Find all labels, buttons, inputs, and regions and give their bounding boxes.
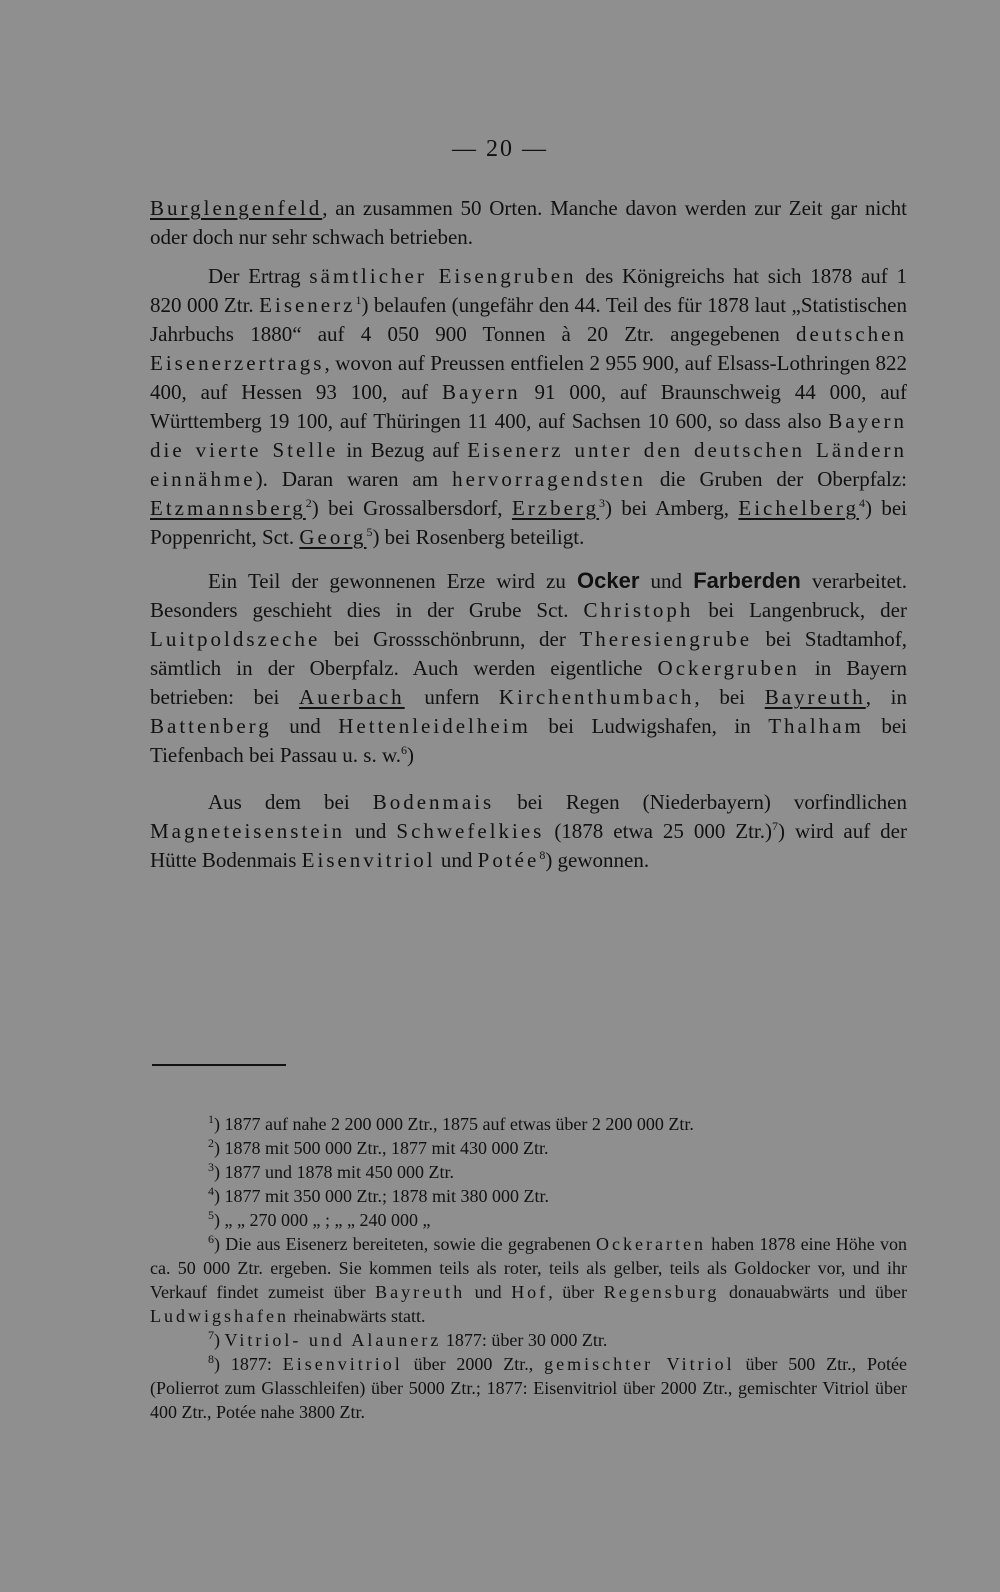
emphasis: Bodenmais xyxy=(372,790,495,814)
emphasis: deutschen Eisenerzertrags xyxy=(150,322,907,375)
text-run: unfern xyxy=(404,685,499,709)
emphasis: Hof xyxy=(511,1282,549,1302)
text-run: bei Stadtamhof, sämtlich in der Oberpfalz. Auch werden eigentliche xyxy=(150,627,907,680)
emphasis: Luitpoldszeche xyxy=(150,627,321,651)
emphasis: gemischter Vitriol xyxy=(544,1354,735,1374)
footnote-text: haben 1878 eine Höhe von ca. 50 000 Ztr. ergeben. Sie kommen teils als roter, teils als gelber, teils als Goldocker vor, und ihr Verkauf findet zumeist über xyxy=(150,1234,907,1302)
emphasis: Vitriol- und Alaunerz xyxy=(224,1330,442,1350)
bold-term: Ocker xyxy=(577,568,640,593)
footnote-text: über 2000 Ztr., xyxy=(402,1354,545,1374)
emphasis: Battenberg xyxy=(150,714,272,738)
emphasis: Christoph xyxy=(583,598,694,622)
footnote-5 xyxy=(150,1208,907,1232)
text-run: (1878 etwa 25 000 Ztr.) xyxy=(544,819,773,843)
emphasis: Bayern die vierte Stelle xyxy=(150,409,907,462)
text-run: ) wird auf der Hütte Bodenmais xyxy=(150,819,907,872)
text-run: bei Ludwigshafen, in xyxy=(530,714,769,738)
emphasis: Eisenerz unter den deutschen Ländern einnähme xyxy=(150,438,907,491)
emphasis: Kirchenthumbach xyxy=(498,685,695,709)
text-run: und xyxy=(271,714,339,738)
footnote-text: rheinabwärts statt. xyxy=(288,1306,426,1326)
footnote-ref: 7 xyxy=(772,819,779,833)
text-run: und xyxy=(435,848,478,872)
footnote-6 xyxy=(150,1232,907,1328)
text-run: und xyxy=(639,569,694,593)
footnote-mark: 3 xyxy=(208,1160,214,1174)
text-run: , bei xyxy=(694,685,765,709)
mine-name: Etzmannsberg xyxy=(150,496,306,520)
text-run: des Königreichs hat sich 1878 auf 1 820 000 Ztr. xyxy=(150,264,907,317)
place-name: Bayreuth xyxy=(764,685,866,709)
footnote-7 xyxy=(150,1328,907,1352)
footnote-text: ) xyxy=(214,1330,225,1350)
text-run: bei Regen (Niederbayern) vorfindlichen xyxy=(494,790,907,814)
footnote-text: , über xyxy=(548,1282,604,1302)
footnote-mark: 5 xyxy=(208,1208,214,1222)
footnote-mark: 4 xyxy=(208,1184,214,1198)
emphasis: Ockergruben xyxy=(657,656,800,680)
emphasis: Potée xyxy=(477,848,540,872)
text-run: die Gruben der Oberpfalz: xyxy=(645,467,907,491)
emphasis: Schwefelkies xyxy=(396,819,545,843)
page-number: — 20 — xyxy=(452,136,548,162)
footnote-text: über 500 Ztr., Potée (Polierrot zum Glasschleifen) über 5000 Ztr.; 1877: Eisenvitriol über 2000 Ztr., gemischter Vitriol über 400 Ztr., Potée nahe 3800 Ztr. xyxy=(150,1354,907,1422)
text-run: verarbeitet. Besonders geschieht dies in der Grube Sct. xyxy=(150,569,907,622)
footnote-text: 1877: über 30 000 Ztr. xyxy=(441,1330,608,1350)
footnote-text: ) 1877: xyxy=(214,1354,283,1374)
footnote-3 xyxy=(150,1160,907,1184)
footnote-ref: 5 xyxy=(366,525,373,539)
text-run: bei Grossschönbrunn, der xyxy=(320,627,580,651)
footnote-mark: 8 xyxy=(208,1352,214,1366)
footnote-divider xyxy=(152,1064,286,1066)
text-run: Der Ertrag xyxy=(208,264,310,288)
main-text xyxy=(150,194,907,885)
emphasis: Eisenvitriol xyxy=(282,1354,403,1374)
footnote-text: donauabwärts und über xyxy=(719,1282,908,1302)
footnote-ref: 3 xyxy=(599,496,606,510)
paragraph-2 xyxy=(150,262,907,552)
footnote-ref: 2 xyxy=(305,496,312,510)
text-run: ) bei Amberg, xyxy=(605,496,739,520)
footnote-ref: 1 xyxy=(355,293,362,307)
emphasis: Bayreuth xyxy=(375,1282,466,1302)
emphasis: Ludwigshafen xyxy=(150,1306,289,1326)
footnote-mark: 1 xyxy=(208,1112,214,1126)
paragraph-3 xyxy=(150,566,907,770)
emphasis: Thalham xyxy=(768,714,864,738)
text-run: , wovon auf Preussen entfielen 2 955 900, auf Elsass-Lothringen 822 400, auf Hessen 93 100, auf xyxy=(150,351,907,404)
footnote-4 xyxy=(150,1184,907,1208)
footnote-ref: 6 xyxy=(401,743,407,757)
emphasis: Bayern xyxy=(442,380,521,404)
emphasis: Magneteisenstein xyxy=(150,819,345,843)
bold-term: Farberden xyxy=(693,568,801,593)
text-run: , an zusammen 50 Orten. Manche davon werden zur Zeit gar nicht oder doch nur sehr schwach betrieben. xyxy=(150,196,907,249)
place-name: Auerbach xyxy=(299,685,405,709)
footnote-text: ) 1877 und 1878 mit 450 000 Ztr. xyxy=(214,1162,454,1182)
paragraph-4 xyxy=(150,788,907,875)
emphasis: Eisenerz xyxy=(259,293,356,317)
footnote-text: ) 1877 auf nahe 2 200 000 Ztr., 1875 auf etwas über 2 200 000 Ztr. xyxy=(214,1114,694,1134)
mine-name: Georg xyxy=(299,525,367,549)
footnote-8 xyxy=(150,1352,907,1424)
text-run: Aus dem bei xyxy=(208,790,373,814)
text-run: ) belaufen (ungefähr den 44. Teil des für 1878 laut „Statistischen Jahrbuchs 1880“ auf 4 050 900 Tonnen à 20 Ztr. angegebenen xyxy=(150,293,908,346)
emphasis: Eisenvitriol xyxy=(301,848,436,872)
text-run: bei Langenbruck, der xyxy=(693,598,907,622)
footnote-1 xyxy=(150,1112,907,1136)
text-run: in Bezug auf xyxy=(338,438,468,462)
footnote-text: ) „ „ 270 000 „ ; „ „ 240 000 „ xyxy=(214,1210,431,1230)
mine-name: Erzberg xyxy=(511,496,600,520)
footnote-text: ) Die aus Eisenerz bereiteten, sowie die gegrabenen xyxy=(214,1234,597,1254)
footnote-2 xyxy=(150,1136,907,1160)
text-run: in Bayern betrieben: bei xyxy=(150,656,907,709)
paragraph-1 xyxy=(150,194,907,252)
text-run: und xyxy=(344,819,397,843)
text-run: bei Tiefenbach bei Passau u. s. w. xyxy=(150,714,908,767)
text-run: ) xyxy=(407,743,414,767)
text-run: , in xyxy=(865,685,908,709)
emphasis: Theresiengrube xyxy=(579,627,753,651)
footnote-ref: 4 xyxy=(858,496,865,510)
footnote-text: ) 1878 mit 500 000 Ztr., 1877 mit 430 000 Ztr. xyxy=(214,1138,549,1158)
place-name: Burglengenfeld xyxy=(150,196,323,220)
emphasis: Hettenleidelheim xyxy=(338,714,531,738)
emphasis: Regensburg xyxy=(603,1282,720,1302)
emphasis: sämtlicher Eisengruben xyxy=(309,264,577,288)
text-run: Ein Teil der gewonnenen Erze wird zu xyxy=(208,569,577,593)
text-run: ) gewonnen. xyxy=(545,848,650,872)
text-run: 91 000, auf Braunschweig 44 000, auf Württemberg 19 100, auf Thüringen 11 400, auf Sachsen 10 600, so dass also xyxy=(150,380,908,433)
text-run: ) bei Grossalbersdorf, xyxy=(311,496,512,520)
footnote-mark: 7 xyxy=(208,1328,214,1342)
footnotes xyxy=(150,1112,907,1424)
footnote-ref: 8 xyxy=(539,848,546,862)
emphasis: Ockerarten xyxy=(596,1234,706,1254)
footnote-mark: 6 xyxy=(208,1232,214,1246)
footnote-text: und xyxy=(465,1282,512,1302)
text-run: ) bei Poppenricht, Sct. xyxy=(150,496,907,549)
text-run: ). Daran waren am xyxy=(255,467,453,491)
footnote-mark: 2 xyxy=(208,1136,214,1150)
emphasis: hervorragendsten xyxy=(452,467,646,491)
footnote-text: ) 1877 mit 350 000 Ztr.; 1878 mit 380 000 Ztr. xyxy=(214,1186,549,1206)
text-run: ) bei Rosenberg beteiligt. xyxy=(372,525,585,549)
mine-name: Eichelberg xyxy=(738,496,859,520)
